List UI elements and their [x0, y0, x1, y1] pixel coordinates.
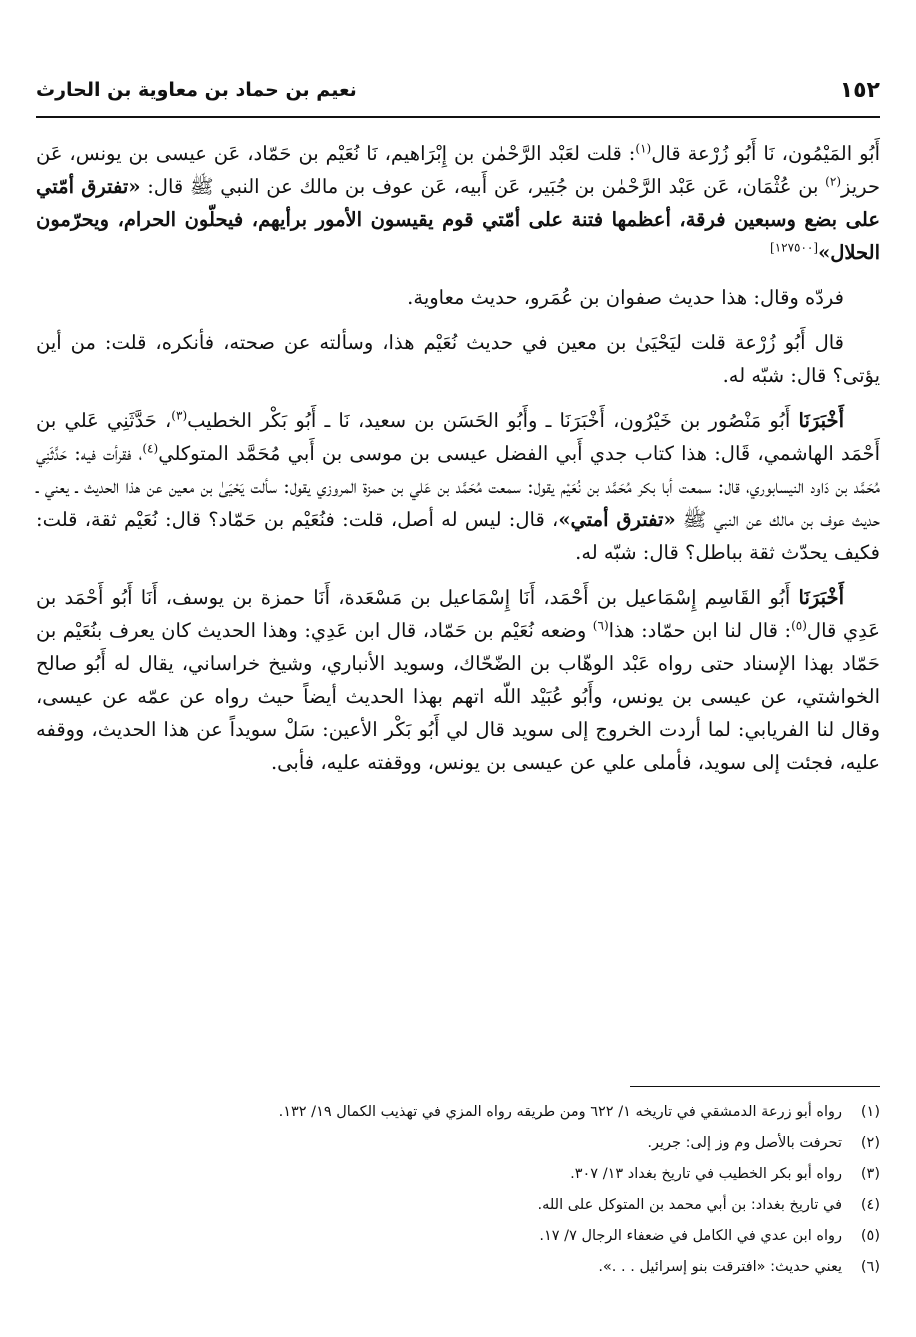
footnote-divider: [630, 1086, 880, 1087]
footnote-ref-3[interactable]: (٣): [171, 408, 188, 423]
footnote-number: (٢): [860, 1135, 880, 1151]
footnote-number: (٦): [860, 1259, 880, 1275]
text-run: أَبُو القَاسِم إِسْمَاعيل بن أَحْمَد، أَنَا إِسْمَاعيل بن مَسْعَدة، أَنَا حمزة بن يوسف، أَنَا أَبُو أَحْمَد بن عَدِي قال: [36, 586, 880, 642]
running-title: نعيم بن حماد بن معاوية بن الحارث: [36, 79, 357, 101]
page-number: ١٥٢: [839, 77, 880, 103]
footnote: [36, 1190, 880, 1221]
footnotes: [36, 1097, 880, 1283]
footnote-number: (١): [860, 1104, 880, 1120]
footnote-number: (٥): [860, 1228, 880, 1244]
page-header: [36, 70, 880, 110]
footnote-text: رواه ابن عدي في الكامل في ضعفاء الرجال ٧/ ١٧.: [539, 1228, 842, 1244]
text-run: : قال لنا ابن حمّاد: هذا: [608, 619, 792, 642]
footnote-text: في تاريخ بغداد: بن أبي محمد بن المتوكل على الله.: [537, 1197, 842, 1213]
footnote-ref-1[interactable]: (١): [635, 141, 652, 156]
footnote: [36, 1159, 880, 1190]
footnote-number: (٣): [860, 1166, 880, 1182]
footnote-ref-4[interactable]: (٤): [142, 441, 159, 456]
footnote-ref-5[interactable]: (٥): [791, 618, 807, 633]
footnote: [36, 1221, 880, 1252]
paragraph-3: قال أَبُو زُرْعة قلت ليَحْيَىٰ بن معين في حديث نُعَيْم هذا، وسألته عن صحته، فأنكره، قلت: من أين يؤتى؟ قال: شبّه له.: [36, 331, 880, 387]
text-run: أَبُو المَيْمُون، نَا أَبُو زُرْعة قال: [651, 142, 881, 165]
text-run: ، فقرأت فيه: حَدَّثَنِي مُحَمَّد بن دَاود النيسابوري، قال: سمعت أبا بكر مُحَمَّد بن نُعَيْم يقول: سمعت مُحَمَّد بن عَلي بن حمزة المروزي يقول: سألت يَحْيَىٰ بن معين عن هذا الحديث ـ يعني ـ حديث عوف بن مالك عن النبي ﷺ: [36, 442, 880, 531]
text-run: : قلت لعَبْد الرَّحْمٰن بن إِبْرَاهيم، نَا نُعَيْم بن حَمّاد، عَن عيسى بن يونس، عَن حريز: [36, 142, 880, 198]
footnote: [36, 1128, 880, 1159]
footnote: [36, 1252, 880, 1283]
footnote-text: يعني حديث: «افترقت بنو إسرائيل . . .».: [598, 1259, 842, 1275]
footnote-ref-2[interactable]: (٢): [825, 174, 841, 189]
text-run: ، حَدَّثَنِي عَلي بن أَحْمَد الهاشمي، قَال: هذا كتاب جدي أَبي الفضل عيسى بن موسى بن أَبي مُحَمَّد المتوكلي: [36, 409, 880, 465]
footnote-text: تحرفت بالأصل وم وز إلى: جرير.: [647, 1135, 842, 1151]
akhbarana-keyword: أَخْبَرَنَا: [798, 409, 844, 432]
hadith-text: «تفترق أمّتي على بضع وسبعين فرقة، أعظمها فتنة على أمّتي قوم يقيسون الأمور برأيهم، فيحلّون الحرام، ويحرّمون الحلال»: [36, 175, 880, 264]
footnote-text: رواه أبو زرعة الدمشقي في تاريخه ١/ ٦٢٢ ومن طريقه رواه المزي في تهذيب الكمال ١٩/ ١٣٢.: [278, 1104, 842, 1120]
footnote-text: رواه أبو بكر الخطيب في تاريخ بغداد ١٣/ ٣٠٧.: [570, 1166, 842, 1182]
footnote-ref-6[interactable]: (٦): [592, 618, 609, 633]
paragraph-1: [36, 137, 880, 269]
text-run: ، قال: ليس له أصل، قلت: فنُعَيْم بن حَمّاد؟ قال: نُعَيْم ثقة، قلت: فكيف يحدّث ثقة بباطل؟ قال: شبّه له.: [36, 508, 880, 564]
paragraph-2: فردّه وقال: هذا حديث صفوان بن عُمَرو، حديث معاوية.: [407, 286, 844, 309]
header-divider: [36, 116, 880, 118]
text-run: وضعه نُعَيْم بن حَمّاد، قال ابن عَدِي: وهذا الحديث كان يعرف بنُعَيْم بن حَمّاد بهذا الإسناد حتى رواه عَبْد الوهّاب بن الضّحّاك، وسويد الأنباري، وشيخ خراساني، يقال له أَبُو صالح الخواشتي، عن عيسى بن يونس، وأَبُو عُبَيْد اللّه اتهم بهذا الحديث أيضاً حيث رواه عن عمّه عن عيسى، وقال لنا الفريابي: لما أردت الخروج إلى سويد قال لي أَبُو بَكْر الأعين: سَلْ سويداً عن هذا الحديث، ووقفه عليه، فجئت إلى سويد، فأملى علي عن عيسى بن يونس، ووقفته عليه، فأبى.: [36, 619, 880, 774]
text-run: أَبُو مَنْصُور بن خَيْرُون، أَخْبَرَنَا ـ وأَبُو الحَسَن بن سعيد، نَا ـ أَبُو بَكْر الخطيب: [187, 409, 799, 432]
paragraph-5: [36, 581, 880, 779]
hadith-text: «تفترق أمتي»: [558, 508, 676, 531]
akhbarana-keyword: أَخْبَرَنَا: [798, 586, 844, 609]
footnote: [36, 1097, 880, 1128]
text-run: بن عُثْمَان، عَن عَبْد الرَّحْمٰن بن جُبَير، عَن أَبيه، عَن عوف بن مالك عن النبي ﷺ قال:: [140, 175, 826, 198]
footnote-number: (٤): [860, 1197, 880, 1213]
main-text: [36, 137, 880, 779]
hadith-reference-number: [١٢٧٥٠٠]: [770, 240, 819, 255]
paragraph-4: [36, 404, 880, 569]
